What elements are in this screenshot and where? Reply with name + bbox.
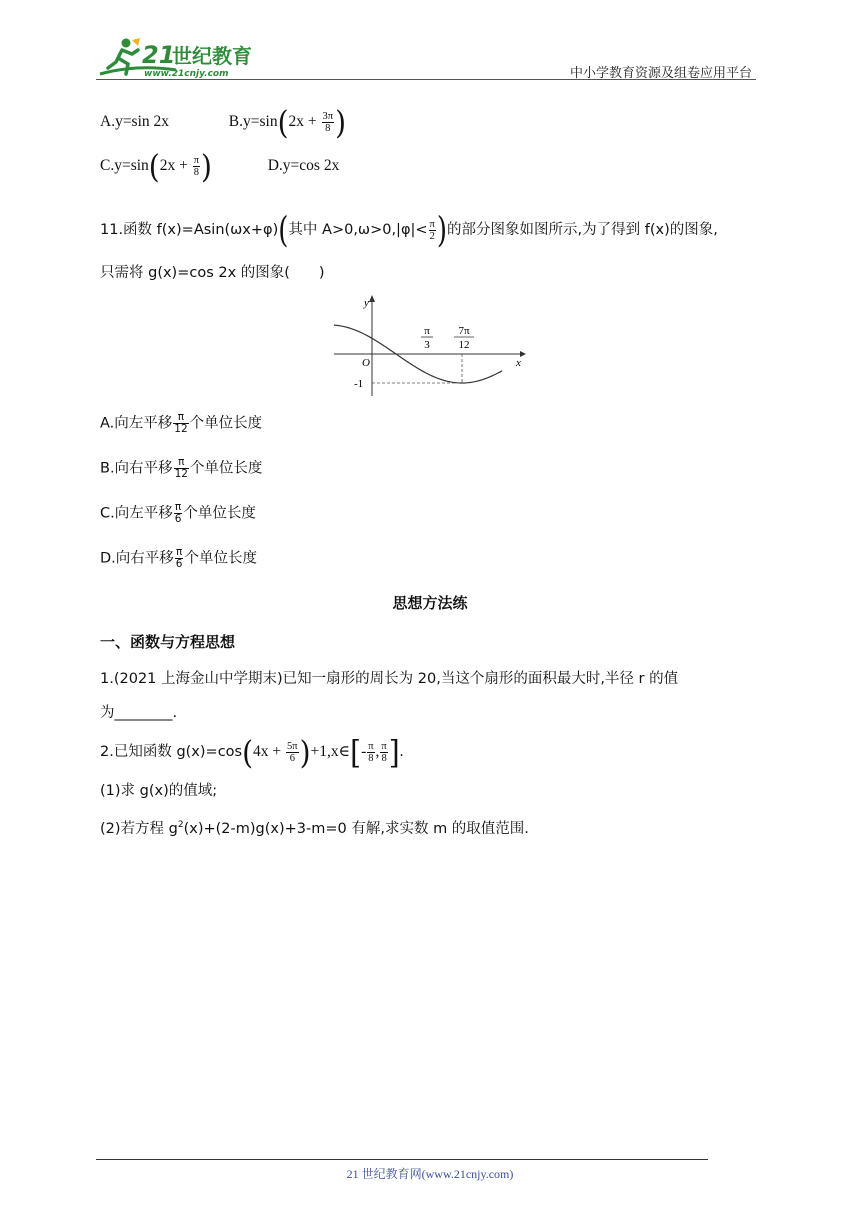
header-platform-text: 中小学教育资源及组卷应用平台 — [569, 66, 752, 81]
footer-divider — [96, 1159, 708, 1160]
q11-graph — [330, 294, 530, 403]
logo-number: 21 — [142, 41, 176, 69]
q10-option-d: D.y=cos 2x — [267, 157, 340, 175]
q10-option-a: A.y=sin 2x — [100, 113, 170, 131]
q10-row-cd — [100, 146, 340, 185]
runner-logo-icon — [96, 34, 266, 80]
minus-one-label: -1 — [354, 378, 364, 390]
p2-sub1: (1)求 g(x)的值域; — [100, 783, 218, 799]
logo-cn: 世纪教育 — [172, 44, 252, 68]
tick2-num: 7π — [458, 325, 470, 337]
q11-stem-line1: 11.函数 f(x)=Asin(ωx+φ)(其中 A>0,ω>0,|φ|< $\frac{\pi}{2}$ )的部分图象如图所示,为了得到 f(x)的图象, — [100, 210, 718, 251]
tick1-num: π — [424, 325, 430, 337]
p1-line2: 为________. — [100, 705, 178, 721]
logo-url: www.21cnjy.com — [144, 69, 229, 79]
q11-option-a: A.向左平移 $\frac{\pi}{12}$ 个单位长度 — [100, 411, 263, 435]
p2-sub2: (2)若方程 $g^2(x)+(2-m)g(x)+3-m=0$ 有解,求实数 m 的取值范围. — [100, 820, 529, 837]
y-label: y — [364, 297, 369, 309]
x-label: x — [516, 357, 521, 369]
origin-label: O — [362, 357, 370, 369]
p2-stem: 2.已知函数 g(x)=cos(4x + $\frac{5\pi}{6}$ )+1,x∈[- $\frac{\pi}{8}$ , $\frac{\pi}{8}$ ]. — [100, 732, 404, 771]
subsection-title: 一、函数与方程思想 — [100, 633, 236, 651]
tick1-den: 3 — [424, 339, 430, 351]
q11-option-d: D.向右平移 $\frac{\pi}{6}$ 个单位长度 — [100, 546, 257, 570]
q11-stem-line2: 只需将 g(x)=cos 2x 的图象( ) — [100, 265, 325, 281]
q10-row-ab — [100, 102, 347, 141]
footer-text: 21 世纪教育网(www.21cnjy.com) — [346, 1167, 514, 1181]
sine-graph — [330, 294, 530, 398]
site-logo — [96, 34, 266, 80]
section-title: 思想方法练 — [392, 594, 468, 612]
p1-line1: 1.(2021 上海金山中学期末)已知一扇形的周长为 20,当这个扇形的面积最大时,半径 r 的值 — [100, 671, 679, 687]
q11-option-b: B.向右平移 $\frac{\pi}{12}$ 个单位长度 — [100, 456, 263, 480]
x-axis-arrow-icon — [520, 351, 526, 357]
y-axis-arrow-icon — [369, 295, 375, 302]
q11-option-c: C.向左平移 $\frac{\pi}{6}$ 个单位长度 — [100, 501, 256, 525]
header-divider — [96, 79, 756, 80]
tick2-den: 12 — [458, 339, 470, 351]
q10-option-b: B.y=sin(2x + $\frac{3\pi}{8}$ ) — [228, 102, 347, 141]
q10-option-c: C.y=sin(2x + $\frac{\pi}{8}$ ) — [100, 146, 212, 185]
